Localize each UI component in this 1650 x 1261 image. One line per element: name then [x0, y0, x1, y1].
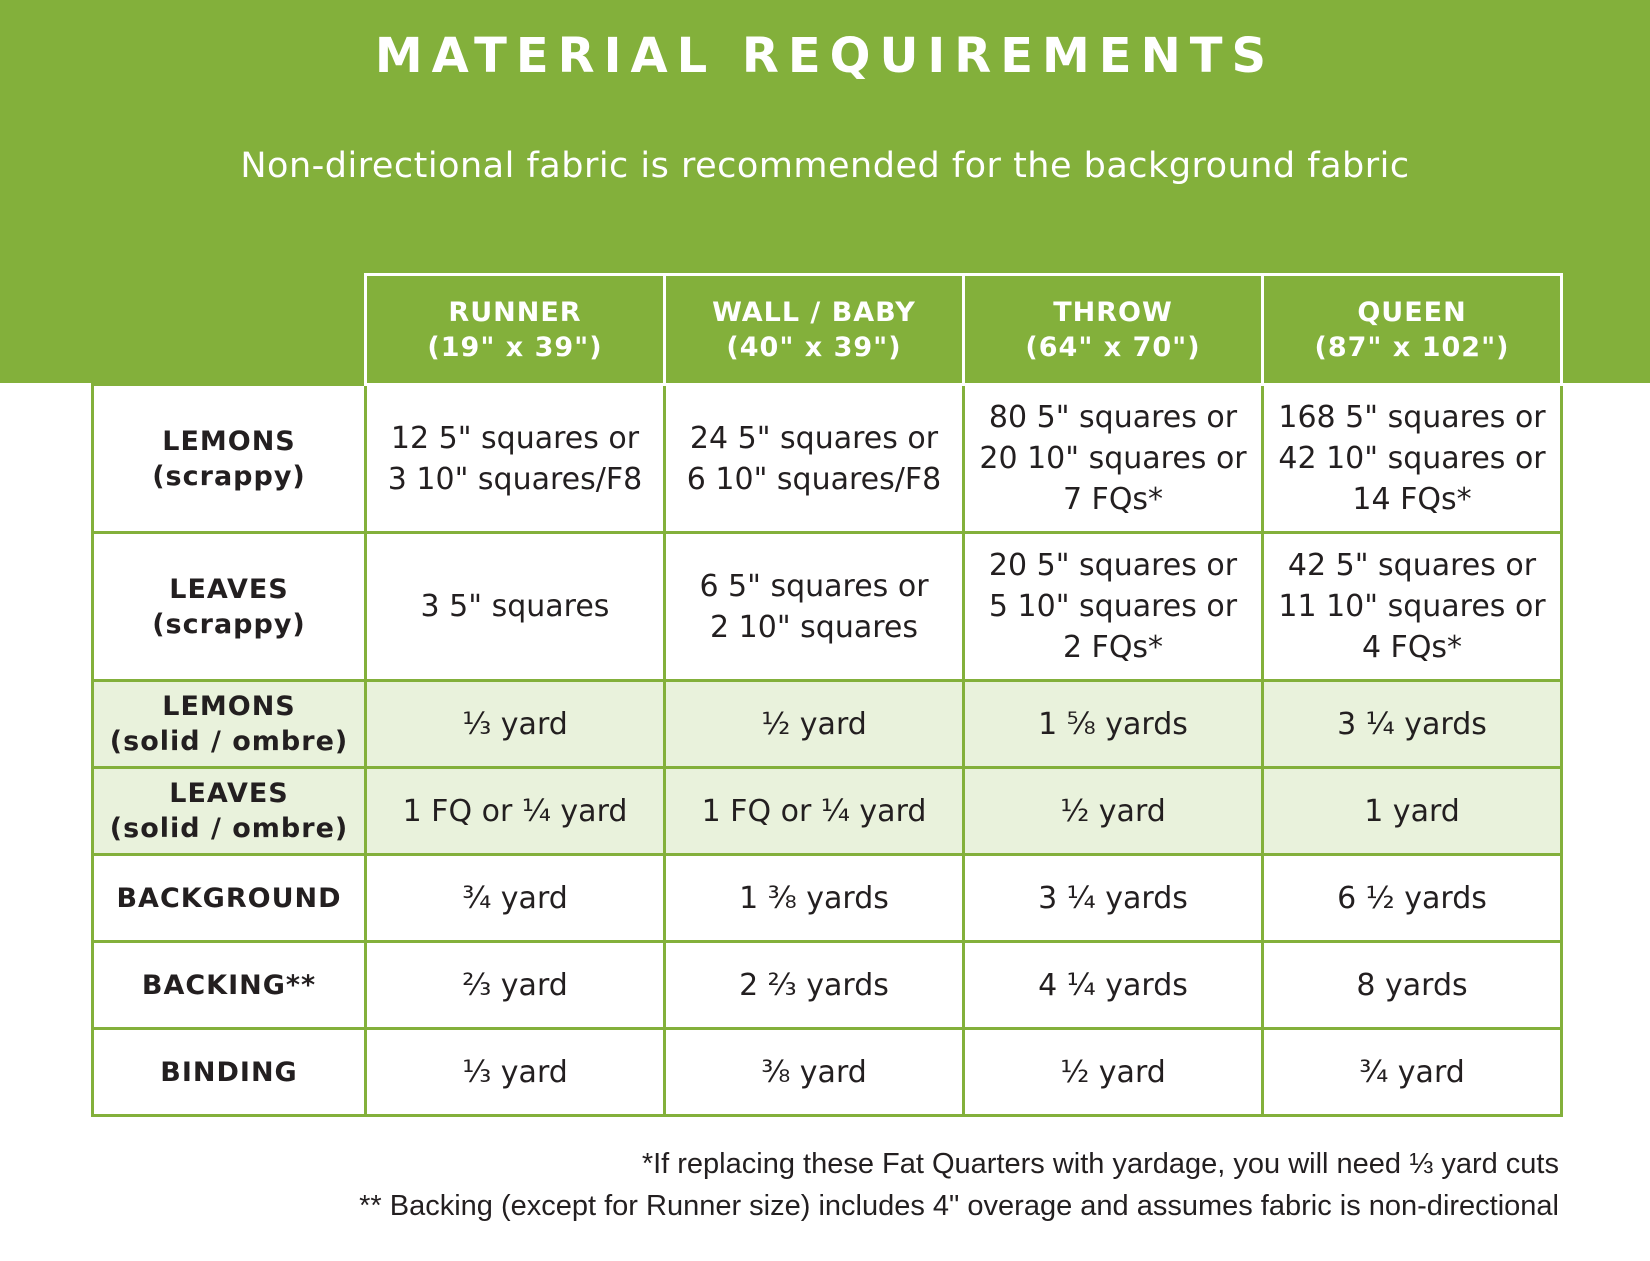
row-label: BINDING [160, 1056, 298, 1088]
cell-line: 2 ⅔ yards [739, 967, 889, 1003]
page-title: MATERIAL REQUIREMENTS [374, 28, 1276, 84]
cell-line: 1 FQ or ¼ yard [701, 793, 927, 829]
cell-line: 14 FQs* [1352, 482, 1472, 517]
column-header-runner [366, 275, 665, 385]
row-label: BACKGROUND [116, 882, 342, 914]
cell-line: 6 5" squares or [699, 568, 929, 604]
row-header [93, 1029, 366, 1116]
row-sublabel: (solid / ombre) [109, 726, 349, 757]
cell-line: 3 10" squares/F8 [387, 461, 643, 497]
table-cell [665, 1029, 964, 1116]
table-cell [964, 533, 1263, 681]
cell-line: 42 5" squares or [1287, 548, 1537, 583]
table-body [93, 385, 1562, 1116]
page-subtitle: Non-directional fabric is recommended for the background fabric [240, 146, 1410, 186]
cell-line: ½ yard [1060, 1054, 1166, 1090]
table-cell [665, 855, 964, 942]
cell-line: 8 yards [1356, 967, 1468, 1003]
table-cell [964, 855, 1263, 942]
cell-line: 80 5" squares or [988, 400, 1238, 435]
table-cell [366, 942, 665, 1029]
material-requirements-table [91, 273, 1563, 1117]
corner-cell [93, 275, 366, 385]
table-cell [1263, 385, 1562, 533]
table-cell [1263, 855, 1562, 942]
table-cell [1263, 942, 1562, 1029]
table-cell [366, 768, 665, 855]
row-label: LEMONS [162, 691, 296, 722]
row-label: LEAVES [169, 778, 289, 809]
row-header [93, 855, 366, 942]
cell-line: 2 FQs* [1062, 630, 1164, 665]
cell-line: ½ yard [761, 706, 867, 742]
table-row [93, 1029, 1562, 1116]
cell-line: 6 ½ yards [1337, 880, 1487, 916]
table-row [93, 385, 1562, 533]
cell-line: 12 5" squares or [390, 420, 640, 456]
column-name: WALL / BABY [712, 296, 916, 328]
cell-line: ¾ yard [462, 880, 568, 916]
cell-line: 2 10" squares [710, 609, 918, 645]
cell-line: 1 ⅝ yards [1038, 706, 1188, 742]
table-row [93, 681, 1562, 768]
cell-line: 1 ⅜ yards [739, 880, 889, 916]
cell-line: ⅔ yard [462, 967, 568, 1003]
cell-line: 7 FQs* [1062, 482, 1164, 517]
table-cell [665, 681, 964, 768]
cell-line: ⅜ yard [761, 1054, 867, 1090]
row-header [93, 533, 366, 681]
cell-line: 42 10" squares or [1278, 441, 1546, 476]
cell-line: 4 FQs* [1361, 630, 1463, 665]
row-label: LEMONS [162, 425, 296, 457]
cell-line: ⅓ yard [462, 1054, 568, 1090]
table-row [93, 942, 1562, 1029]
cell-line: 11 10" squares or [1278, 589, 1546, 624]
column-name: QUEEN [1357, 296, 1467, 328]
cell-line: 5 10" squares or [988, 589, 1238, 624]
column-header-throw [964, 275, 1263, 385]
table-cell [366, 533, 665, 681]
row-label: LEAVES [169, 573, 289, 605]
footnote-fat-quarters: *If replacing these Fat Quarters with yardage, you will need ⅓ yard cuts [641, 1148, 1559, 1180]
table-cell [964, 681, 1263, 768]
column-size: (64" x 70") [1025, 331, 1201, 363]
row-header [93, 768, 366, 855]
column-size: (87" x 102") [1314, 331, 1510, 363]
table-cell [964, 768, 1263, 855]
table-cell [964, 942, 1263, 1029]
column-header-queen [1263, 275, 1562, 385]
table-cell [366, 385, 665, 533]
table-row [93, 855, 1562, 942]
cell-line: 3 5" squares [420, 589, 610, 624]
cell-line: 24 5" squares or [689, 420, 939, 456]
table-cell [1263, 681, 1562, 768]
cell-line: 3 ¼ yards [1337, 706, 1487, 742]
table-cell [665, 942, 964, 1029]
cell-line: 6 10" squares/F8 [686, 461, 942, 497]
table-cell [665, 385, 964, 533]
cell-line: 168 5" squares or [1278, 400, 1546, 435]
cell-line: 1 yard [1364, 793, 1460, 829]
cell-line: 20 10" squares or [979, 441, 1247, 476]
column-name: RUNNER [448, 296, 582, 328]
cell-line: 20 5" squares or [988, 548, 1238, 583]
cell-line: 3 ¼ yards [1038, 880, 1188, 916]
table-row [93, 768, 1562, 855]
row-label: BACKING** [141, 969, 317, 1001]
table-cell [366, 681, 665, 768]
cell-line: 1 FQ or ¼ yard [402, 793, 628, 829]
row-header [93, 681, 366, 768]
table-cell [964, 385, 1263, 533]
cell-line: 4 ¼ yards [1038, 967, 1188, 1003]
row-sublabel: (scrappy) [152, 608, 306, 640]
cell-line: ¾ yard [1359, 1054, 1465, 1090]
table-cell [366, 1029, 665, 1116]
row-sublabel: (solid / ombre) [109, 813, 349, 844]
table-cell [1263, 768, 1562, 855]
header-row [93, 275, 1562, 385]
row-sublabel: (scrappy) [152, 460, 306, 492]
footnote-backing: ** Backing (except for Runner size) includes 4" overage and assumes fabric is non-directional [359, 1190, 1559, 1222]
column-name: THROW [1053, 296, 1173, 328]
column-size: (19" x 39") [427, 331, 603, 363]
row-header [93, 942, 366, 1029]
table-cell [665, 768, 964, 855]
table-cell [1263, 533, 1562, 681]
table-cell [366, 855, 665, 942]
table-row [93, 533, 1562, 681]
cell-line: ½ yard [1060, 793, 1166, 829]
column-size: (40" x 39") [726, 331, 902, 363]
row-header [93, 385, 366, 533]
table-cell [964, 1029, 1263, 1116]
table-cell [665, 533, 964, 681]
column-header-wall-baby [665, 275, 964, 385]
table-cell [1263, 1029, 1562, 1116]
cell-line: ⅓ yard [462, 706, 568, 742]
